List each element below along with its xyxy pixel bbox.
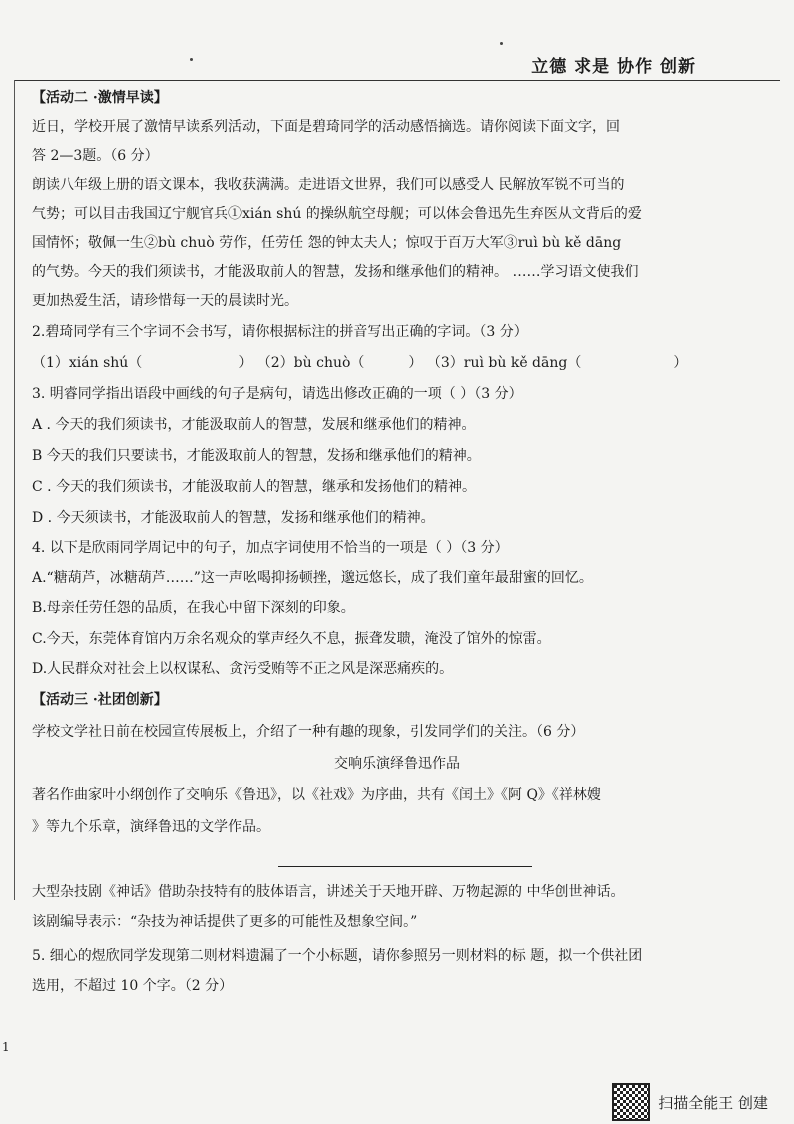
pinyin-item-2: （2）bù chuò（ xyxy=(256,355,365,371)
text-line: 答 2—3题。（6 分） xyxy=(32,148,159,164)
qr-code-icon xyxy=(612,1083,650,1121)
option-a: A.“糖葫芦，冰糖葫芦……”这一声吆喝抑扬顿挫，邈远悠长，成了我们童年最甜蜜的回忆。 xyxy=(32,570,593,586)
scanner-watermark xyxy=(612,1083,768,1121)
margin-mark: 1 xyxy=(2,1040,10,1054)
section-heading-activity-2: 【活动二 ·激情早读】 xyxy=(32,90,168,106)
scanner-label: 扫描全能王 创建 xyxy=(658,1093,768,1112)
question-3: 3. 明睿同学指出语段中画线的句子是病句，请选出修改正确的一项（ ）（3 分） xyxy=(32,386,523,402)
missing-title-line xyxy=(278,866,532,867)
pinyin-item-3: （3）ruì bù kě dāng（ xyxy=(426,355,582,371)
option-b: B.母亲任劳任怨的品质，在我心中留下深刻的印象。 xyxy=(32,600,355,616)
text-line: 气势；可以目击我国辽宁舰官兵①xián shú 的操纵航空母舰；可以体会鲁迅先生弃医从文背后的爱 xyxy=(32,206,642,222)
question-4: 4. 以下是欣雨同学周记中的句子，加点字词使用不恰当的一项是（ ）（3 分） xyxy=(32,540,509,556)
text-line: 学校文学社日前在校园宣传展板上，介绍了一种有趣的现象，引发同学们的关注。（6 分） xyxy=(32,724,585,740)
option-b: B 今天的我们只要读书，才能汲取前人的智慧，发扬和继承他们的精神。 xyxy=(32,448,481,464)
left-border xyxy=(14,80,15,900)
text-line: 选用，不超过 10 个字。（2 分） xyxy=(32,978,234,994)
question-5: 5. 细心的煜欣同学发现第二则材料遗漏了一个小标题，请你参照另一则材料的标 题，拟一个供社团 xyxy=(32,948,643,964)
option-c: C.今天，东莞体育馆内万余名观众的掌声经久不息，振聋发聩，淹没了馆外的惊雷。 xyxy=(32,631,551,647)
text-line: 朗读八年级上册的语文课本，我收获满满。走进语文世界，我们可以感受人 民解放军锐不可当的 xyxy=(32,177,625,193)
scan-speck xyxy=(190,58,193,61)
text-line: 著名作曲家叶小纲创作了交响乐《鲁迅》，以《社戏》为序曲，共有《闰土》《阿 Q》《祥林嫂 xyxy=(32,787,601,803)
material-title: 交响乐演绎鲁迅作品 xyxy=(334,756,460,772)
text-line: 》等九个乐章，演绎鲁迅的文学作品。 xyxy=(32,819,270,835)
text-line: 大型杂技剧《神话》借助杂技特有的肢体语言，讲述关于天地开辟、万物起源的 中华创世神话。 xyxy=(32,884,625,900)
text-line: 的气势。今天的我们须读书，才能汲取前人的智慧，发扬和继承他们的精神。 ……学习语文使我们 xyxy=(32,264,639,280)
section-heading-activity-3: 【活动三 ·社团创新】 xyxy=(32,692,168,708)
school-motto: 立德 求是 协作 创新 xyxy=(531,57,696,77)
option-a: A . 今天的我们须读书，才能汲取前人的智慧，发展和继承他们的精神。 xyxy=(32,417,476,433)
header-rule xyxy=(14,80,780,81)
text-line: 该剧编导表示：“杂技为神话提供了更多的可能性及想象空间。” xyxy=(32,914,418,930)
question-2: 2.碧琦同学有三个字词不会书写，请你根据标注的拼音写出正确的字词。（3 分） xyxy=(32,324,528,340)
text-line: 更加热爱生活，请珍惜每一天的晨读时光。 xyxy=(32,293,298,309)
option-c: C . 今天的我们须读书，才能汲取前人的智慧，继承和发扬他们的精神。 xyxy=(32,479,477,495)
pinyin-item-1: （1）xián shú（ xyxy=(32,355,143,371)
option-d: D.人民群众对社会上以权谋私、贪污受贿等不正之风是深恶痛疾的。 xyxy=(32,661,454,677)
pinyin-answer-line: （1）xián shú（ ） （2）bù chuò（ ） （3）ruì bù kě dāng（ ） xyxy=(32,355,688,371)
text-line: 近日，学校开展了激情早读系列活动，下面是碧琦同学的活动感悟摘选。请你阅读下面文字，回 xyxy=(32,119,620,135)
scan-speck xyxy=(500,42,503,45)
option-d: D . 今天须读书，才能汲取前人的智慧，发扬和继承他们的精神。 xyxy=(32,510,435,526)
text-line: 国情怀；敬佩一生②bù chuò 劳作，任劳任 怨的钟太夫人；惊叹于百万大军③ruì bù kě dāng xyxy=(32,235,622,251)
